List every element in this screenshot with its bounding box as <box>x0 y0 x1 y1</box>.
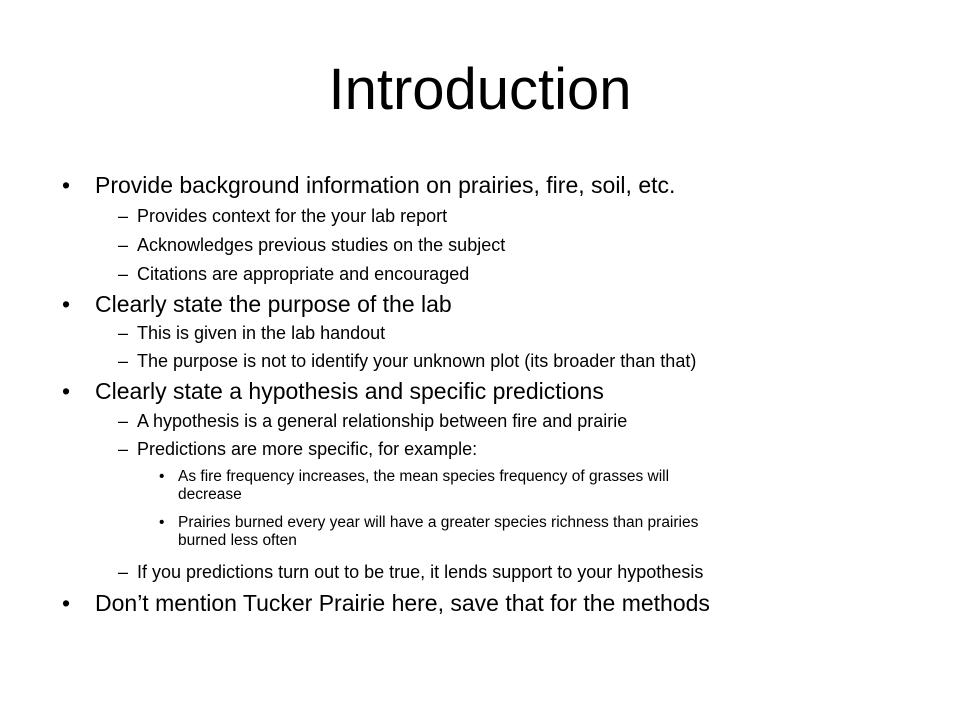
bullet-marker: • <box>62 172 71 198</box>
sub-bullet-item: A hypothesis is a general relationship between fire and prairie <box>137 411 628 431</box>
bullet-item: Clearly state a hypothesis and specific predictions <box>95 378 604 404</box>
sub-bullet-item: Acknowledges previous studies on the subject <box>137 235 506 255</box>
bullet-marker: • <box>62 378 71 404</box>
sub-bullet-item: This is given in the lab handout <box>137 323 386 343</box>
sub-bullet-item: If you predictions turn out to be true, it lends support to your hypothesis <box>137 562 704 582</box>
sub-sub-bullet-item: Prairies burned every year will have a greater species richness than prairies <box>178 514 699 531</box>
sub-sub-bullet-item: As fire frequency increases, the mean species frequency of grasses will <box>178 468 670 485</box>
dash-marker: – <box>118 235 129 255</box>
slide-title: Introduction <box>328 57 632 122</box>
dash-marker: – <box>118 439 129 459</box>
bullet-marker: • <box>62 291 71 317</box>
dash-marker: – <box>118 323 129 343</box>
sub-bullet-item: Predictions are more specific, for example: <box>137 439 478 459</box>
sub-sub-bullet-item-continued: burned less often <box>178 532 297 549</box>
sub-sub-bullet-marker: • <box>159 468 165 485</box>
sub-bullet-item: The purpose is not to identify your unknown plot (its broader than that) <box>137 351 697 371</box>
dash-marker: – <box>118 264 129 284</box>
sub-sub-bullet-item-continued: decrease <box>178 486 242 503</box>
dash-marker: – <box>118 351 129 371</box>
sub-bullet-item: Provides context for the your lab report <box>137 206 448 226</box>
dash-marker: – <box>118 562 129 582</box>
dash-marker: – <box>118 411 129 431</box>
bullet-item: Provide background information on prairies, fire, soil, etc. <box>95 172 676 198</box>
sub-sub-bullet-marker: • <box>159 514 165 531</box>
bullet-marker: • <box>62 590 71 616</box>
bullet-item: Clearly state the purpose of the lab <box>95 291 452 317</box>
bullet-item: Don’t mention Tucker Prairie here, save that for the methods <box>95 590 710 616</box>
sub-bullet-item: Citations are appropriate and encouraged <box>137 264 470 284</box>
dash-marker: – <box>118 206 129 226</box>
